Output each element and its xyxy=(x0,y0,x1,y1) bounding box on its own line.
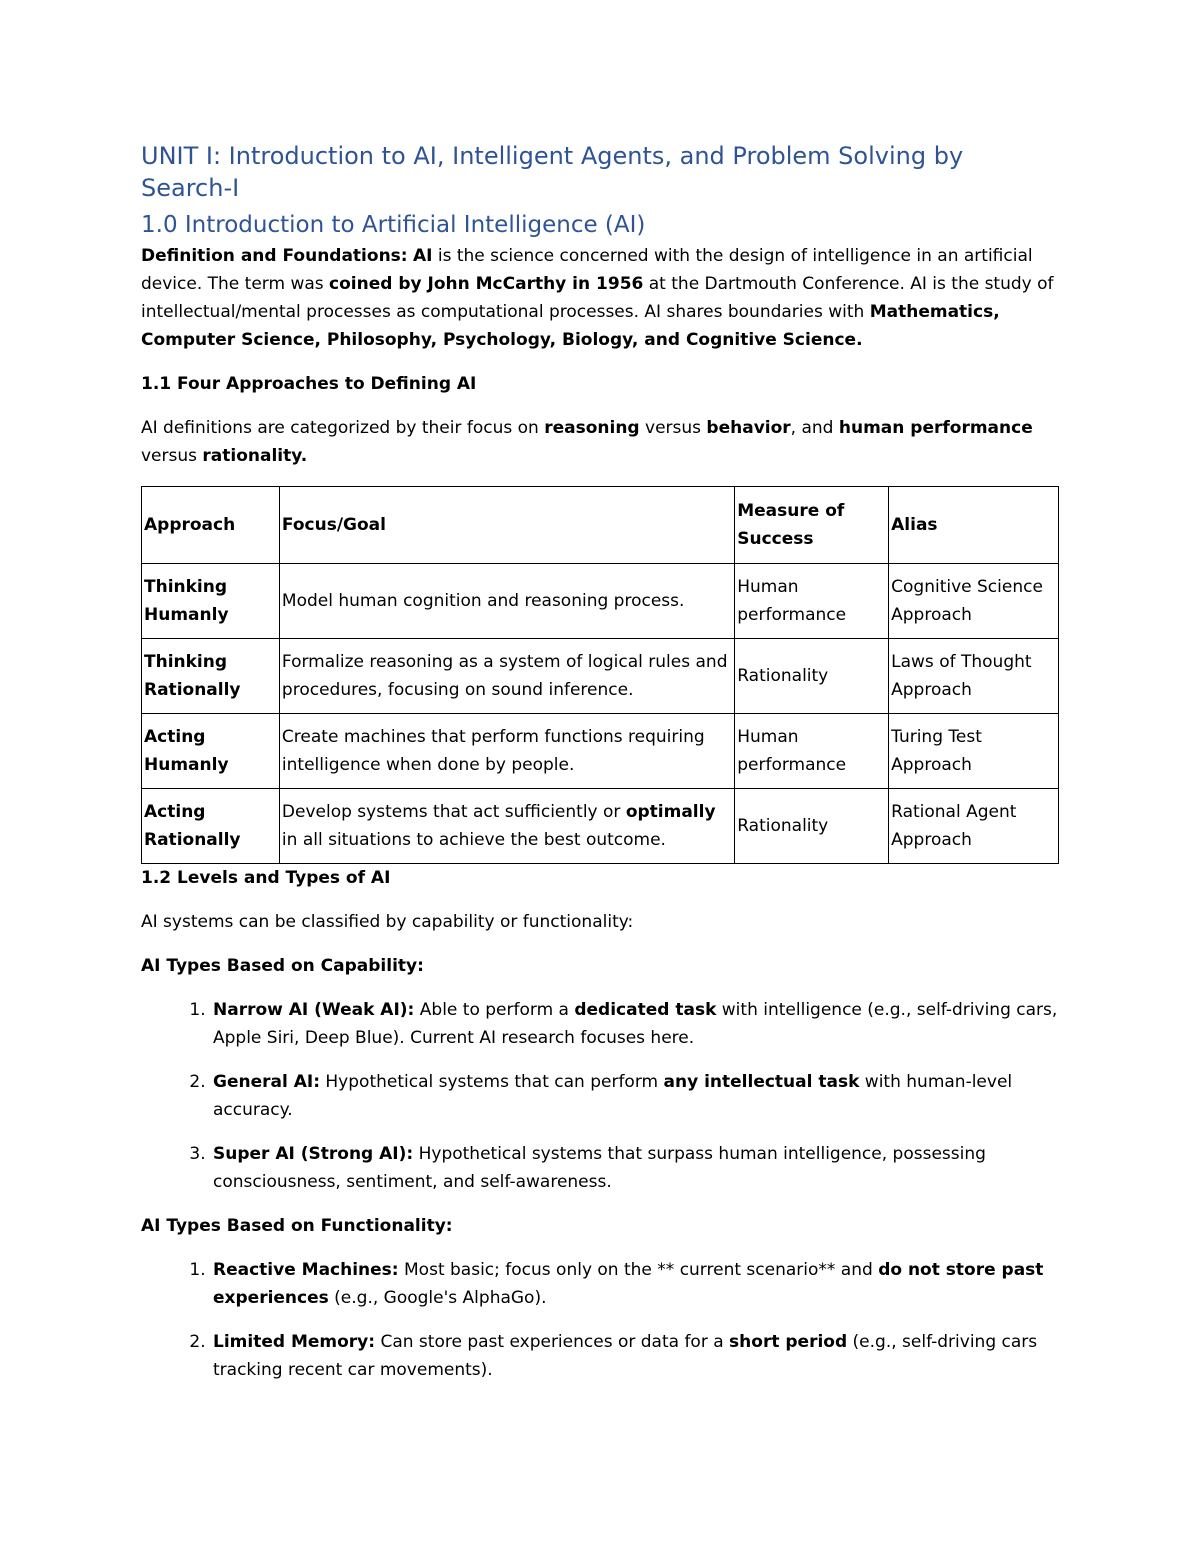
approaches-intro-3: , and xyxy=(790,418,839,438)
table-cell-focus-text-1: Develop systems that act sufficiently or xyxy=(281,802,626,822)
table-cell-measure: Rationality xyxy=(735,789,889,864)
list-item-text-2: (e.g., self-driving cars tracking recent car movements). xyxy=(213,1332,1038,1380)
definition-coined: coined by John McCarthy in 1956 xyxy=(329,274,644,294)
list-item-text: Hypothetical systems that can perform xyxy=(320,1072,664,1092)
definition-text-1: is the science concerned with the design of intelligence in an artificial device. The term was xyxy=(141,246,1033,294)
list-item-label: Narrow AI (Weak AI): xyxy=(213,1000,415,1020)
table-header-alias: Alias xyxy=(889,487,1059,564)
levels-intro: AI systems can be classified by capability or functionality: xyxy=(141,912,634,932)
definition-label: Definition and Foundations: xyxy=(141,246,408,266)
list-item xyxy=(211,1256,1059,1312)
table-cell-focus: Create machines that perform functions requiring intelligence when done by people. xyxy=(279,714,734,789)
list-item-text: Most basic; focus only on the ** current scenario** and xyxy=(398,1260,879,1280)
list-item-label: Reactive Machines: xyxy=(213,1260,399,1280)
definition-paragraph xyxy=(141,242,1059,354)
approaches-heading: 1.1 Four Approaches to Defining AI xyxy=(141,374,477,394)
approaches-table xyxy=(141,486,1059,864)
functionality-list xyxy=(141,1256,1059,1384)
approaches-intro-human-performance: human performance xyxy=(838,418,1033,438)
approaches-intro-rationality: rationality. xyxy=(202,446,308,466)
unit-title: UNIT I: Introduction to AI, Intelligent Agents, and Problem Solving by Search-I xyxy=(141,142,964,202)
table-cell-focus-optimally: optimally xyxy=(625,802,716,822)
list-item-label: Super AI (Strong AI): xyxy=(213,1144,414,1164)
approaches-intro-behavior: behavior xyxy=(706,418,791,438)
table-cell-approach: Acting Rationally xyxy=(142,789,280,864)
definition-fields: Mathematics, Computer Science, Philosophy, Psychology, Biology, and Cognitive Science. xyxy=(141,302,1000,350)
list-item-text-2: with human-level accuracy. xyxy=(213,1072,1013,1120)
table-cell-focus xyxy=(279,789,734,864)
list-item-emphasis: dedicated task xyxy=(574,1000,717,1020)
table-cell-measure: Rationality xyxy=(735,639,889,714)
table-row xyxy=(142,789,1059,864)
list-item-text: Hypothetical systems that surpass human intelligence, possessing consciousness, sentiment, and self-awareness. xyxy=(213,1144,986,1192)
list-item-emphasis: short period xyxy=(729,1332,848,1352)
list-item-label: General AI: xyxy=(213,1072,320,1092)
list-item-emphasis: any intellectual task xyxy=(663,1072,860,1092)
table-cell-approach: Thinking Rationally xyxy=(142,639,280,714)
table-cell-focus: Model human cognition and reasoning process. xyxy=(279,564,734,639)
list-item xyxy=(211,1068,1059,1124)
list-item-text-2: (e.g., Google's AlphaGo). xyxy=(328,1288,547,1308)
list-item-label: Limited Memory: xyxy=(213,1332,376,1352)
definition-text-2: at the Dartmouth Conference. AI is the study of intellectual/mental processes as computational processes. AI shares boundaries with xyxy=(141,274,1054,322)
table-header-row xyxy=(142,487,1059,564)
levels-heading: 1.2 Levels and Types of AI xyxy=(141,868,391,888)
list-item-text-2: with intelligence (e.g., self-driving cars, Apple Siri, Deep Blue). Current AI research focuses here. xyxy=(213,1000,1058,1048)
approaches-intro-reasoning: reasoning xyxy=(544,418,640,438)
table-header-measure: Measure of Success xyxy=(735,487,889,564)
table-cell-focus-text-2: in all situations to achieve the best outcome. xyxy=(281,830,666,850)
list-item xyxy=(211,1140,1059,1196)
list-item xyxy=(211,996,1059,1052)
table-row xyxy=(142,639,1059,714)
table-cell-alias: Cognitive Science Approach xyxy=(889,564,1059,639)
approaches-intro-1: AI definitions are categorized by their focus on xyxy=(141,418,545,438)
functionality-heading: AI Types Based on Functionality: xyxy=(141,1216,453,1236)
table-header-approach: Approach xyxy=(142,487,280,564)
capability-list xyxy=(141,996,1059,1196)
table-cell-alias: Laws of Thought Approach xyxy=(889,639,1059,714)
approaches-intro xyxy=(141,414,1059,470)
table-row xyxy=(142,564,1059,639)
table-header-focus: Focus/Goal xyxy=(279,487,734,564)
approaches-intro-2: versus xyxy=(639,418,707,438)
section-title: 1.0 Introduction to Artificial Intelligence (AI) xyxy=(141,212,646,238)
table-cell-approach: Thinking Humanly xyxy=(142,564,280,639)
list-item-text: Can store past experiences or data for a xyxy=(375,1332,730,1352)
table-cell-measure: Human performance xyxy=(735,564,889,639)
table-cell-approach: Acting Humanly xyxy=(142,714,280,789)
table-cell-focus: Formalize reasoning as a system of logical rules and procedures, focusing on sound inference. xyxy=(279,639,734,714)
list-item xyxy=(211,1328,1059,1384)
list-item-emphasis: do not store past experiences xyxy=(213,1260,1044,1308)
definition-ai: AI xyxy=(413,246,433,266)
capability-heading: AI Types Based on Capability: xyxy=(141,956,424,976)
document-page xyxy=(141,140,1059,1400)
table-cell-alias: Rational Agent Approach xyxy=(889,789,1059,864)
approaches-intro-4: versus xyxy=(141,446,203,466)
table-row xyxy=(142,714,1059,789)
table-cell-alias: Turing Test Approach xyxy=(889,714,1059,789)
list-item-text: Able to perform a xyxy=(414,1000,575,1020)
table-cell-measure: Human performance xyxy=(735,714,889,789)
